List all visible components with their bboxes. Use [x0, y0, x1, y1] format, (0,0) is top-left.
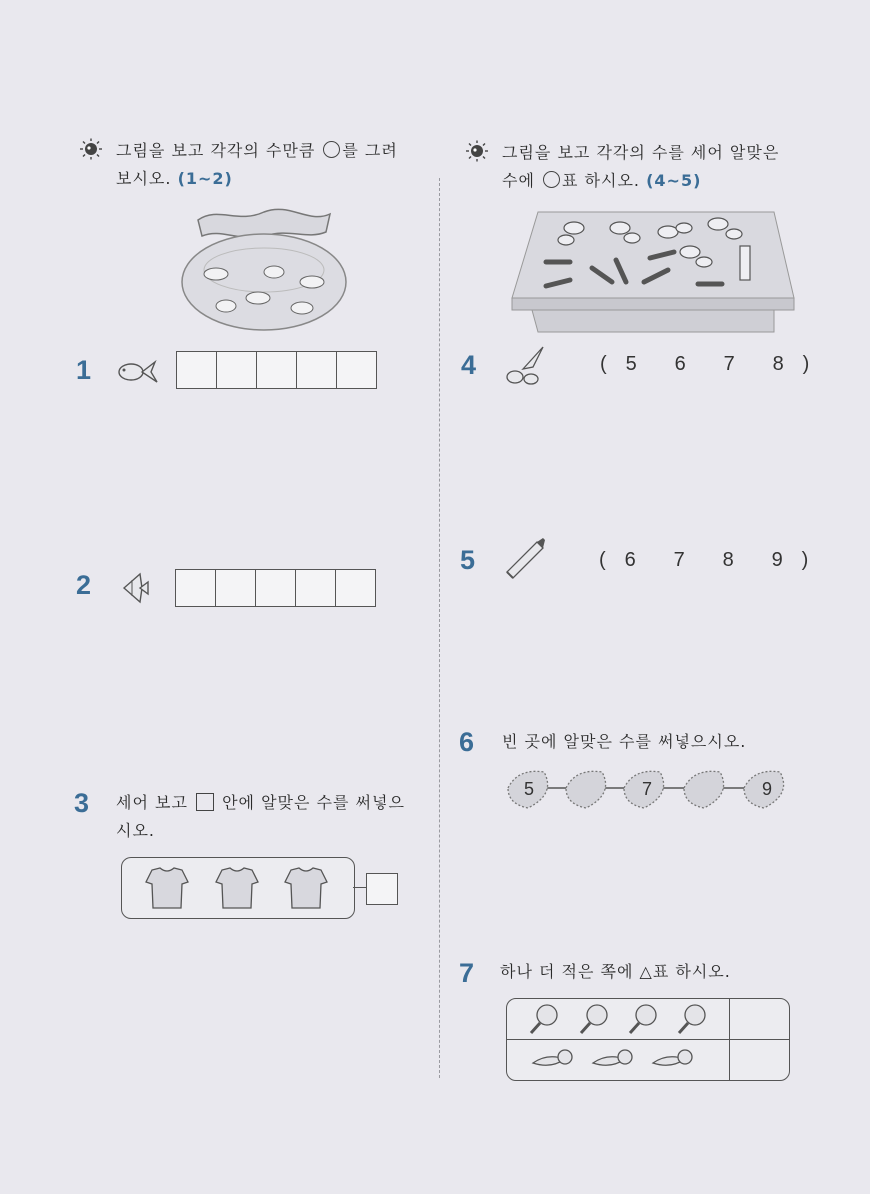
choice-option[interactable]: 7 [673, 549, 685, 571]
answer-cell-top[interactable] [730, 999, 789, 1039]
comparison-table [506, 998, 790, 1081]
pencil-icon [503, 536, 547, 580]
mirror-group [531, 1005, 705, 1033]
choice-option[interactable]: 8 [772, 353, 784, 375]
glue-stick [740, 246, 750, 280]
answer-box-icon [196, 793, 214, 811]
desk-illustration [508, 206, 798, 336]
question-text-part: 시오. [116, 821, 155, 840]
sun-icon [78, 138, 104, 160]
question-range: (4~5) [646, 171, 702, 190]
question-range: (1~2) [177, 169, 233, 188]
answer-cell[interactable] [257, 352, 297, 388]
instruction-text: 수에 [502, 171, 541, 190]
leaf-number: 9 [761, 779, 773, 799]
paren-open: ( [600, 353, 607, 375]
leaf-number: 5 [523, 779, 535, 799]
answer-cell-bottom[interactable] [730, 1040, 789, 1080]
answer-boxes [176, 351, 377, 389]
angelfish-icon [118, 570, 150, 606]
sun-icon [464, 140, 490, 162]
question-number: 3 [74, 788, 90, 818]
answer-cell[interactable] [177, 352, 217, 388]
paren-close: ) [801, 549, 809, 571]
circle-icon [323, 141, 340, 158]
column-divider [439, 178, 440, 1078]
left-instruction-icon [78, 138, 104, 164]
choice-option[interactable]: 9 [771, 549, 783, 571]
right-instruction [502, 139, 822, 195]
question-number: 4 [461, 350, 477, 380]
table-items [507, 999, 729, 1080]
leaf-sequence [500, 764, 796, 814]
choice-group [600, 353, 809, 376]
leaf-number: 7 [641, 779, 653, 799]
question-text-part: 세어 보고 [116, 793, 194, 812]
instruction-text: 표 하시오. [562, 171, 640, 190]
instruction-text: 그림을 보고 각각의 수를 세어 알맞은 [502, 143, 780, 162]
instruction-text: 를 그려 [342, 141, 398, 160]
choice-option[interactable]: 8 [722, 549, 734, 571]
question-number: 1 [76, 355, 92, 385]
right-instruction-icon [464, 140, 490, 166]
fishbowl-illustration [178, 206, 350, 332]
circle-icon [543, 171, 560, 188]
hairpin-group [533, 1050, 692, 1065]
question-text [116, 789, 426, 845]
question-number: 7 [459, 958, 475, 988]
answer-boxes [175, 569, 376, 607]
answer-cell[interactable] [337, 352, 376, 388]
blouse-group [122, 858, 354, 918]
question-number: 5 [460, 545, 476, 575]
shirts-frame [121, 857, 355, 919]
leaf-2 [566, 771, 606, 808]
question-text-part: 안에 알맞은 수를 써넣으 [216, 793, 405, 812]
answer-cell[interactable] [256, 570, 296, 606]
scissors-icon [503, 343, 549, 387]
question-text: 하나 더 적은 쪽에 △표 하시오. [500, 962, 731, 981]
question-number: 2 [76, 570, 92, 600]
goldfish-icon [115, 356, 159, 386]
choice-option[interactable]: 7 [723, 353, 735, 375]
instruction-text: 그림을 보고 각각의 수만큼 [116, 141, 322, 160]
answer-cell[interactable] [336, 570, 375, 606]
choice-option[interactable]: 6 [674, 353, 686, 375]
left-instruction [116, 137, 426, 193]
choice-option[interactable]: 6 [624, 549, 636, 571]
paren-open: ( [599, 549, 606, 571]
answer-cell[interactable] [217, 352, 257, 388]
question-number: 6 [459, 727, 475, 757]
paren-close: ) [802, 353, 810, 375]
answer-cell[interactable] [297, 352, 337, 388]
answer-box[interactable] [366, 873, 398, 905]
answer-cell[interactable] [176, 570, 216, 606]
answer-cell[interactable] [296, 570, 336, 606]
choice-group [599, 549, 808, 572]
choice-option[interactable]: 5 [625, 353, 637, 375]
answer-cell[interactable] [216, 570, 256, 606]
question-text: 빈 곳에 알맞은 수를 써넣으시오. [502, 732, 747, 751]
leaf-4 [684, 771, 724, 808]
instruction-text: 보시오. [116, 169, 172, 188]
connector-line [353, 887, 367, 888]
